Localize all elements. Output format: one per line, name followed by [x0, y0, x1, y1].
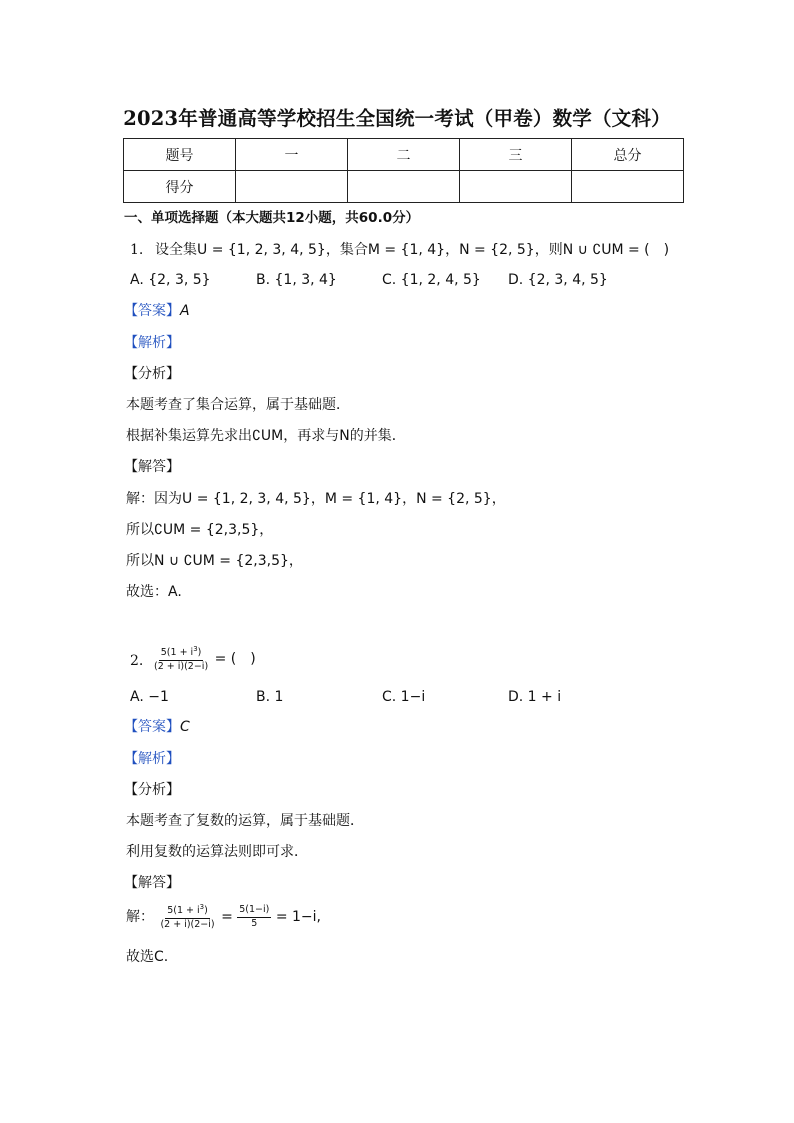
q1-fenxi-line: 本题考查了集合运算，属于基础题．	[126, 397, 350, 413]
fraction-numerator: $5(1 + i^3)$	[159, 646, 204, 661]
equals-sign: =	[221, 909, 233, 926]
score-header-cell: 一	[236, 139, 348, 171]
q2-option-b: B. 1	[256, 689, 284, 705]
q2-option-a: A. −1	[130, 689, 169, 705]
answer-value: C	[180, 719, 190, 735]
answer-value: A	[180, 303, 190, 319]
q1-answer	[124, 304, 190, 318]
score-row-label: 得分	[124, 171, 236, 203]
fraction-denominator: (2 + i)(2−i)	[160, 918, 215, 930]
q2-fenxi-line: 利用复数的运算法则即可求．	[126, 844, 308, 860]
q1-solution-line: 所以N ∪ ∁UM = {2,3,5}，	[126, 553, 303, 569]
score-cell	[236, 171, 348, 203]
score-cell	[572, 171, 684, 203]
q1-solution-line: 解：因为U = {1, 2, 3, 4, 5}，M = {1, 4}，N = {2, 5}，	[126, 491, 506, 507]
q1-solution-line: 故选：A.	[126, 584, 182, 600]
q1-number: 1.	[130, 242, 144, 258]
score-header-cell: 二	[348, 139, 460, 171]
q2-fenxi-line: 本题考查了复数的运算，属于基础题．	[126, 813, 364, 829]
solution-fraction-1	[158, 904, 216, 930]
q1-analysis-label: 【解析】	[124, 335, 180, 351]
score-cell	[460, 171, 572, 203]
answer-label: 【答案】	[124, 303, 180, 319]
q1-option-c: C. {1, 2, 4, 5}	[382, 272, 481, 288]
solution-prefix: 解：	[126, 909, 154, 926]
q1-stem: 设全集U = {1, 2, 3, 4, 5}，集合M = {1, 4}，N = {2, 5}，则N ∪ ∁UM = ( )	[155, 242, 670, 258]
page-title: 2023年普通高等学校招生全国统一考试（甲卷）数学（文科）	[123, 107, 671, 130]
q1-fenxi-label: 【分析】	[124, 366, 180, 382]
q2-analysis-label: 【解析】	[124, 751, 180, 767]
q2-stem-fraction	[152, 646, 210, 672]
q2-stem-tail: = ( )	[214, 651, 256, 668]
score-table	[123, 138, 684, 203]
fraction-denominator: (2 + i)(2−i)	[154, 660, 209, 672]
score-header-cell: 三	[460, 139, 572, 171]
q2-number: 2.	[130, 653, 144, 669]
score-header-cell: 总分	[572, 139, 684, 171]
q2-option-d: D. 1 + i	[508, 689, 562, 705]
q1-option-d: D. {2, 3, 4, 5}	[508, 272, 608, 288]
score-table-score-row	[124, 171, 684, 203]
answer-label: 【答案】	[124, 719, 180, 735]
fraction-numerator: 5(1−i)	[237, 905, 271, 917]
q1-jieda-label: 【解答】	[124, 459, 180, 475]
q2-jieda-label: 【解答】	[124, 875, 180, 891]
q2-solution	[126, 904, 321, 930]
section-heading: 一、单项选择题（本大题共12小题，共60.0分）	[124, 210, 420, 226]
score-cell	[348, 171, 460, 203]
solution-result: = 1−i,	[275, 909, 321, 926]
q1-solution-line: 所以∁UM = {2,3,5}，	[126, 522, 274, 538]
q2-option-c: C. 1−i	[382, 689, 426, 705]
q2-conclusion: 故选C.	[126, 949, 169, 965]
q1-option-b: B. {1, 3, 4}	[256, 272, 337, 288]
q2-stem	[152, 646, 256, 672]
fraction-numerator: $5(1 + i^3)$	[165, 904, 210, 919]
score-header-cell: 题号	[124, 139, 236, 171]
score-table-header-row	[124, 139, 684, 171]
q2-answer	[124, 720, 190, 734]
q2-fenxi-label: 【分析】	[124, 782, 180, 798]
fraction-denominator: 5	[251, 917, 258, 929]
solution-fraction-2	[237, 905, 271, 929]
q1-option-a: A. {2, 3, 5}	[130, 272, 211, 288]
q1-fenxi-line: 根据补集运算先求出∁UM，再求与N的并集．	[126, 428, 406, 444]
